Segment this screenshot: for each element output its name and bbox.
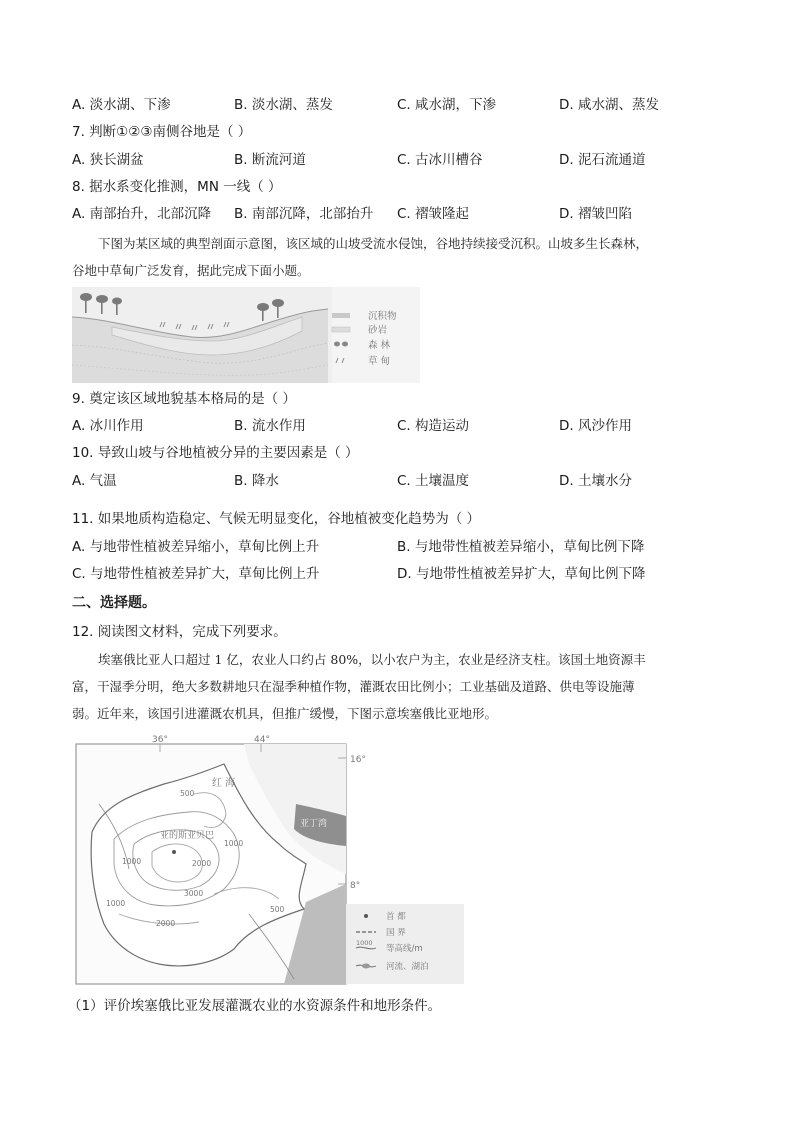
section-heading: 二、选择题。: [72, 595, 156, 611]
q7-option-b[interactable]: B. 断流河道: [234, 152, 306, 168]
legend-capital: 首 都: [386, 912, 406, 922]
map-lat-16: 16°: [350, 755, 366, 765]
q9-options: [72, 415, 732, 437]
intro-paragraph: [72, 230, 672, 284]
q8-option-b[interactable]: B. 南部沉降，北部抬升: [234, 206, 374, 222]
q12-sub1: （1）评价埃塞俄比亚发展灌溉农业的水资源条件和地形条件。: [68, 998, 442, 1014]
map-contour-label: 2000: [156, 919, 176, 928]
material-line-3: 弱。近年来，该国引进灌溉农机具，但推广缓慢，下图示意埃塞俄比亚地形。: [72, 706, 498, 721]
q8-option-d[interactable]: D. 褶皱凹陷: [559, 206, 632, 222]
q6-option-c[interactable]: C. 咸水湖，下渗: [397, 97, 497, 113]
q10-option-b[interactable]: B. 降水: [234, 473, 279, 489]
map-contour-label: 1000: [106, 899, 126, 908]
q11-option-a[interactable]: A. 与地带性植被差异缩小，草甸比例上升: [72, 539, 320, 555]
q7-stem: 7. 判断①②③南侧谷地是（ ）: [72, 124, 252, 140]
q8-option-a[interactable]: A. 南部抬升，北部沉降: [72, 206, 212, 222]
legend-forest: 森 林: [368, 340, 391, 351]
map-lon-36: 36°: [152, 735, 168, 745]
q7-options: [72, 149, 732, 171]
q12-stem: 12. 阅读图文材料，完成下列要求。: [72, 624, 287, 640]
map-red-sea-label: 红 海: [212, 778, 236, 789]
q7-option-a[interactable]: A. 狭长湖盆: [72, 152, 144, 168]
cross-section-svg: [72, 287, 420, 383]
q11-option-b[interactable]: B. 与地带性植被差异缩小，草甸比例下降: [397, 539, 645, 555]
q10-stem: 10. 导致山坡与谷地植被分异的主要因素是（ ）: [72, 445, 359, 461]
legend-meadow: 草 甸: [368, 356, 391, 367]
legend-contour-sample: 1000: [356, 939, 373, 947]
cross-section-figure: [72, 287, 420, 383]
q9-option-b[interactable]: B. 流水作用: [234, 418, 306, 434]
map-lon-44: 44°: [254, 735, 270, 745]
map-contour-label: 2000: [192, 859, 212, 868]
q9-option-c[interactable]: C. 构造运动: [397, 418, 470, 434]
legend-sediment: 沉积物: [368, 311, 397, 322]
legend-contour: 等高线/m: [386, 944, 423, 954]
map-contour-label: 500: [180, 789, 195, 798]
q6-options: [72, 94, 732, 116]
q10-option-a[interactable]: A. 气温: [72, 473, 117, 489]
material-line-1: 埃塞俄比亚人口超过 1 亿，农业人口约占 80%，以小农户为主，农业是经济支柱。该国土地资源丰: [98, 652, 646, 667]
q8-options: [72, 203, 732, 225]
q6-option-d[interactable]: D. 咸水湖、蒸发: [559, 97, 659, 113]
q7-option-c[interactable]: C. 古冰川槽谷: [397, 152, 483, 168]
q11-stem: 11. 如果地质构造稳定、气候无明显变化，谷地植被变化趋势为（ ）: [72, 511, 481, 527]
ethiopia-map-figure: [74, 734, 466, 986]
q11-option-d[interactable]: D. 与地带性植被差异扩大，草甸比例下降: [397, 566, 646, 582]
q7-option-d[interactable]: D. 泥石流通道: [559, 152, 646, 168]
map-contour-label: 500: [270, 905, 285, 914]
q8-stem: 8. 据水系变化推测，MN 一线（ ）: [72, 179, 282, 195]
q12-material: [72, 646, 682, 727]
legend-border: 国 界: [386, 928, 406, 938]
map-gulf-label: 亚丁湾: [300, 819, 328, 829]
q8-option-c[interactable]: C. 褶皱隆起: [397, 206, 470, 222]
map-capital-marker: [172, 850, 176, 854]
q10-option-d[interactable]: D. 土壤水分: [559, 473, 632, 489]
q11-options-row2: [72, 563, 732, 585]
map-lat-8: 8°: [350, 881, 361, 891]
q10-option-c[interactable]: C. 土壤温度: [397, 473, 470, 489]
q11-option-c[interactable]: C. 与地带性植被差异扩大，草甸比例上升: [72, 566, 320, 582]
q9-option-d[interactable]: D. 风沙作用: [559, 418, 632, 434]
q9-option-a[interactable]: A. 冰川作用: [72, 418, 144, 434]
map-contour-label: 1000: [224, 839, 244, 848]
material-line-2: 富，干湿季分明，绝大多数耕地只在湿季种植作物，灌溉农田比例小；工业基础及道路、供电等设施薄: [72, 679, 635, 694]
q6-option-a[interactable]: A. 淡水湖、下渗: [72, 97, 171, 113]
q9-stem: 9. 奠定该区域地貌基本格局的是（ ）: [72, 391, 296, 407]
map-contour-label: 1000: [122, 857, 142, 866]
intro-line-2: 谷地中草甸广泛发育，据此完成下面小题。: [72, 263, 310, 278]
legend-river: 河流、湖泊: [386, 962, 429, 972]
q11-options-row1: [72, 536, 732, 558]
intro-line-1: 下图为某区域的典型剖面示意图，该区域的山坡受流水侵蚀，谷地持续接受沉积。山坡多生长森林，: [98, 236, 649, 251]
legend-sandstone: 砂岩: [368, 325, 388, 336]
q10-options: [72, 470, 732, 492]
q6-option-b[interactable]: B. 淡水湖、蒸发: [234, 97, 333, 113]
map-legend: [346, 904, 464, 984]
ethiopia-map-svg: [74, 734, 466, 986]
map-contour-label: 3000: [184, 889, 204, 898]
map-capital-label: 亚的斯亚贝巴: [160, 831, 215, 841]
